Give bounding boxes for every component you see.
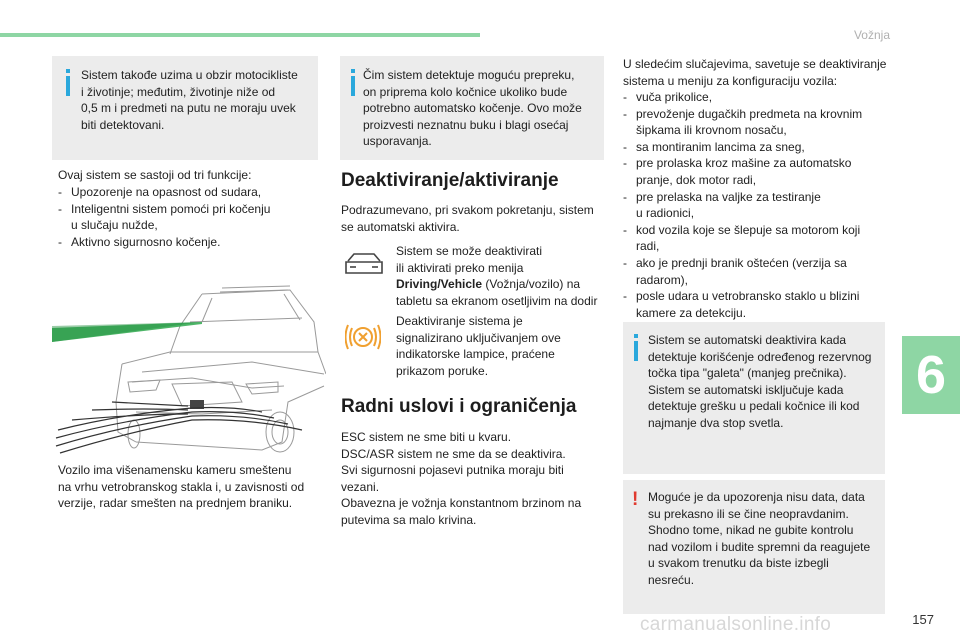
menu-instruction-text-part: (Vožnja/vozilo) na tabletu sa ekranom osetljivim na dodir bbox=[396, 277, 598, 308]
note-box-auto-deactivation bbox=[623, 322, 885, 474]
operating-conditions-text: ESC sistem ne sme biti u kvaru. DSC/ASR sistem ne sme da se deaktivira. Svi sigurnosni pojasevi putnika moraju biti vezani. Obavezna je vožnja konstantnom brzinom na putevima sa malo krivina. bbox=[341, 430, 582, 527]
deactivation-cases-list bbox=[623, 89, 893, 321]
note-text: Čim sistem detektuje moguću prepreku, on priprema kolo kočnice ukoliko bude potrebno automatsko kočenje. Ovo može proizvesti neznatnu buku i blagi osećaj usporavanja. bbox=[363, 68, 582, 148]
note-text: Sistem takođe uzima u obzir motocikliste i životinje; međutim, životinje niže od 0,5 m i predmeti na putu ne moraju uvek biti detektovani. bbox=[81, 68, 298, 132]
functions-list bbox=[58, 184, 328, 250]
section-title: Vožnja bbox=[853, 28, 890, 42]
info-icon bbox=[66, 76, 70, 96]
deactivation-cases-intro: U sledećim slučajevima, savetuje se deaktiviranje sistema u meniju za konfiguraciju vozila: bbox=[623, 57, 887, 88]
page-number: 157 bbox=[912, 612, 934, 627]
warning-text: Moguće je da upozorenja nisu data, data su prekasno ili se čine neopravdanim. Shodno tome, nikad ne gubite kontrolu nad vozilom i budite spremni da reagujete u svakom trenutku da biste izbegli nesreću. bbox=[648, 490, 871, 587]
list-item: - kod vozila koje se šlepuje sa motorom koji radi, bbox=[623, 222, 893, 255]
list-item: - Upozorenje na opasnost od sudara, bbox=[58, 184, 328, 201]
deactivation-intro: Podrazumevano, pri svakom pokretanju, sistem se automatski aktivira. bbox=[341, 203, 594, 234]
watermark: carmanualsonline.info bbox=[640, 614, 832, 635]
menu-instruction-text-part: Sistem se može deaktivirati ili aktivirati preko menija bbox=[396, 244, 543, 275]
note-box-brake-preparation bbox=[340, 56, 604, 160]
heading-operating-conditions: Radni uslovi i ograničenja bbox=[341, 396, 577, 417]
warning-box bbox=[623, 480, 885, 614]
lamp-instruction-text: Deaktiviranje sistema je signalizirano uključivanjem ove indikatorske lampice, praćene prikazom poruke. bbox=[396, 314, 561, 378]
warning-icon: ! bbox=[632, 489, 639, 510]
chapter-tab: 6 bbox=[902, 336, 960, 414]
list-item: - sa montiranim lancima za sneg, bbox=[623, 139, 893, 156]
note-box-motorcycles bbox=[52, 56, 318, 160]
header-accent-bar bbox=[0, 33, 480, 37]
list-item: - pre prolaska kroz mašine za automatsko pranje, dok motor radi, bbox=[623, 155, 893, 188]
list-item: - vuča prikolice, bbox=[623, 89, 893, 106]
list-item: - ako je prednji branik oštećen (verzija sa radarom), bbox=[623, 255, 893, 288]
list-item: - posle udara u vetrobransko staklo u blizini kamere za detekciju. bbox=[623, 288, 893, 321]
heading-deactivation: Deaktiviranje/aktiviranje bbox=[341, 170, 559, 191]
list-item: - pre prelaska na valjke za testiranje u radionici, bbox=[623, 189, 893, 222]
note-text: Sistem se automatski deaktivira kada detektuje korišćenje određenog rezervnog točka tipa "galeta" (manjeg prečnika). Sistem se automatski isključuje kada detektuje grešku u pedali kočnice ili kod najmanje dva stop svetla. bbox=[648, 333, 872, 430]
functions-intro: Ovaj sistem se sastoji od tri funkcije: bbox=[58, 168, 252, 182]
menu-name: Driving/Vehicle bbox=[396, 277, 483, 292]
figure-caption: Vozilo ima višenamensku kameru smeštenu na vrhu vetrobranskog stakla i, u zavisnosti od verzije, radar smešten na prednjem braniku. bbox=[58, 463, 305, 511]
warning-lamp-icon bbox=[345, 319, 381, 355]
info-icon bbox=[351, 76, 355, 96]
menu-instruction-text bbox=[396, 243, 597, 309]
car-icon bbox=[344, 251, 384, 279]
list-item: - Aktivno sigurnosno kočenje. bbox=[58, 234, 328, 251]
info-icon bbox=[634, 341, 638, 361]
list-item: - Inteligentni sistem pomoći pri kočenju u slučaju nužde, bbox=[58, 201, 328, 234]
car-camera-illustration bbox=[52, 282, 326, 454]
list-item: - prevoženje dugačkih predmeta na krovnim šipkama ili krovnom nosaču, bbox=[623, 106, 893, 139]
